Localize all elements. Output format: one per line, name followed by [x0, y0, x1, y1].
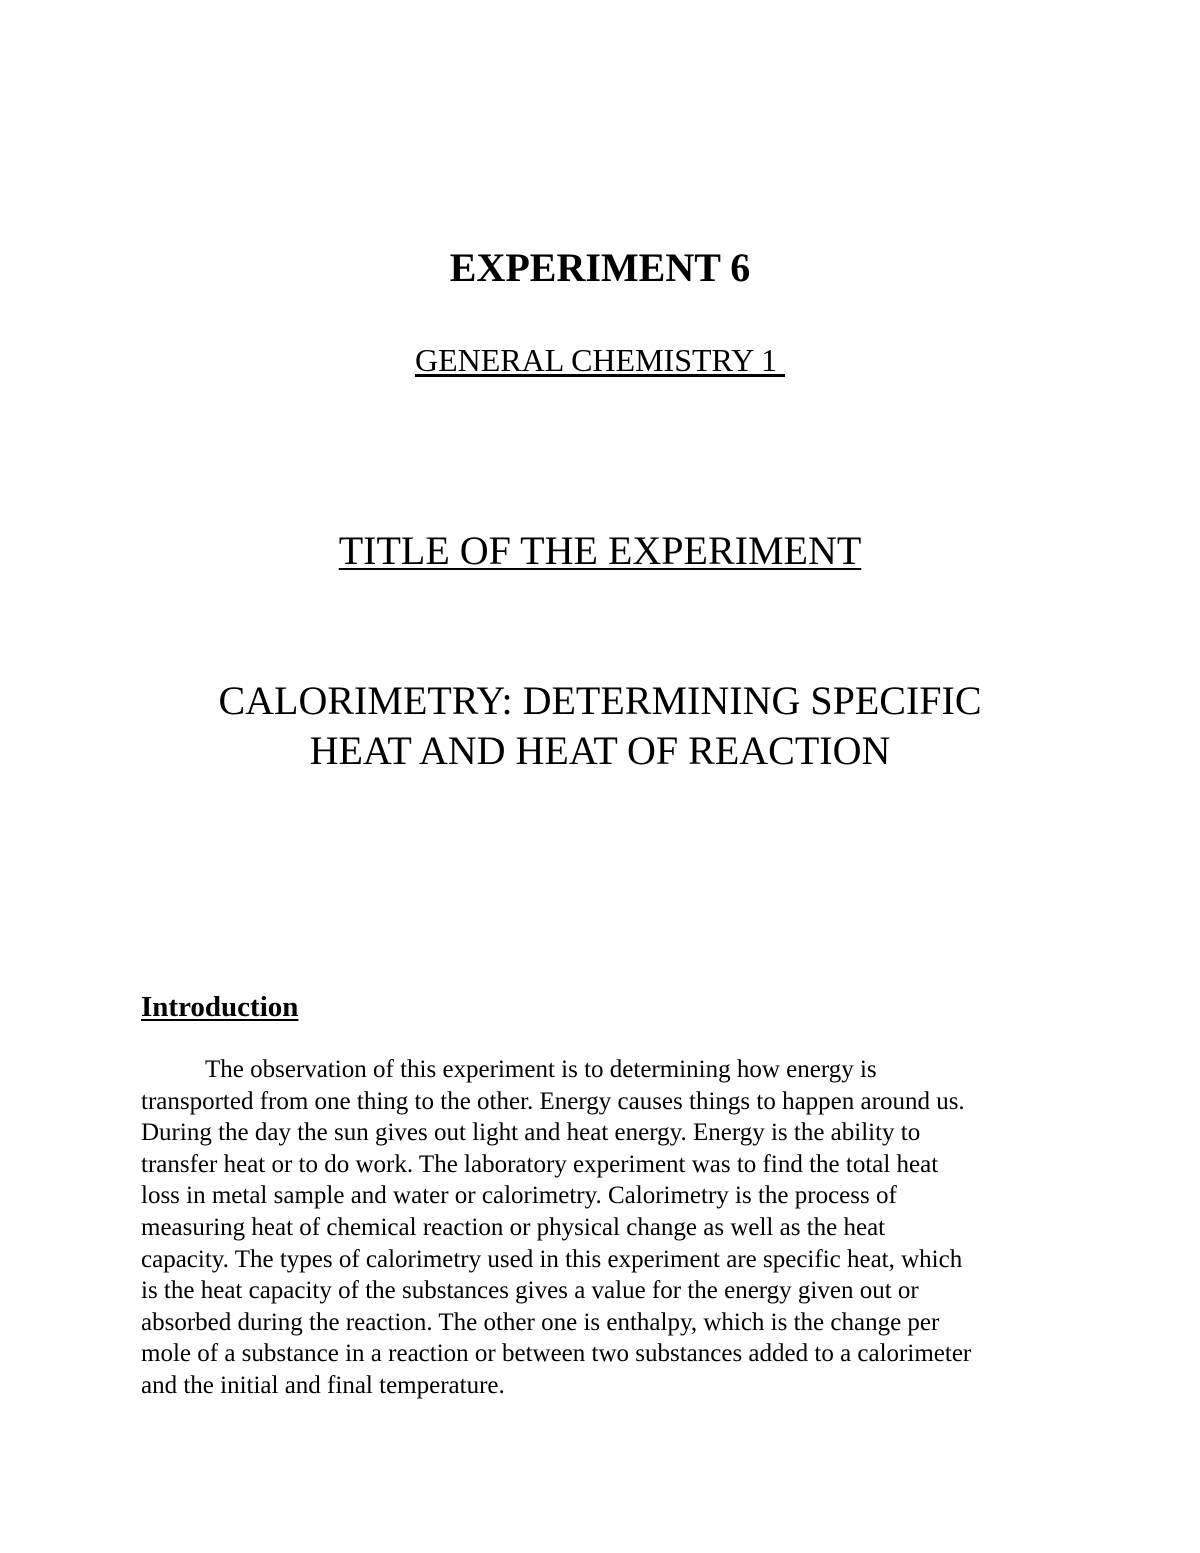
paragraph-line: transfer heat or to do work. The laboratory experiment was to find the total heat [141, 1150, 939, 1178]
experiment-title-line-1: CALORIMETRY: DETERMINING SPECIFIC [218, 678, 982, 723]
paragraph-line: is the heat capacity of the substances gives a value for the energy given out or [141, 1277, 919, 1305]
paragraph-line: absorbed during the reaction. The other one is enthalpy, which is the change per [141, 1308, 940, 1336]
paragraph-line: transported from one thing to the other. Energy causes things to happen around us. [141, 1087, 965, 1115]
course-name-line [0, 340, 1200, 380]
title-of-experiment-label: TITLE OF THE EXPERIMENT [338, 528, 862, 573]
introduction-paragraph [141, 1054, 1061, 1402]
paragraph-line: The observation of this experiment is to determining how energy is [205, 1056, 877, 1083]
experiment-number-heading: EXPERIMENT 6 [449, 245, 751, 290]
paragraph-line: During the day the sun gives out light and heat energy. Energy is the ability to [141, 1119, 921, 1147]
paragraph-line: capacity. The types of calorimetry used in this experiment are specific heat, which [141, 1245, 963, 1273]
paragraph-line: mole of a substance in a reaction or between two substances added to a calorimeter [141, 1340, 972, 1368]
paragraph-line: and the initial and final temperature. [141, 1371, 505, 1399]
title-label-line [0, 527, 1200, 575]
course-name: GENERAL CHEMISTRY 1 [414, 342, 786, 378]
introduction-heading: Introduction [141, 991, 299, 1023]
paragraph-line: measuring heat of chemical reaction or physical change as well as the heat [141, 1213, 886, 1241]
experiment-title-line-2: HEAT AND HEAT OF REACTION [309, 728, 891, 773]
experiment-title [0, 676, 1200, 776]
paragraph-line: loss in metal sample and water or calorimetry. Calorimetry is the process of [141, 1182, 897, 1210]
